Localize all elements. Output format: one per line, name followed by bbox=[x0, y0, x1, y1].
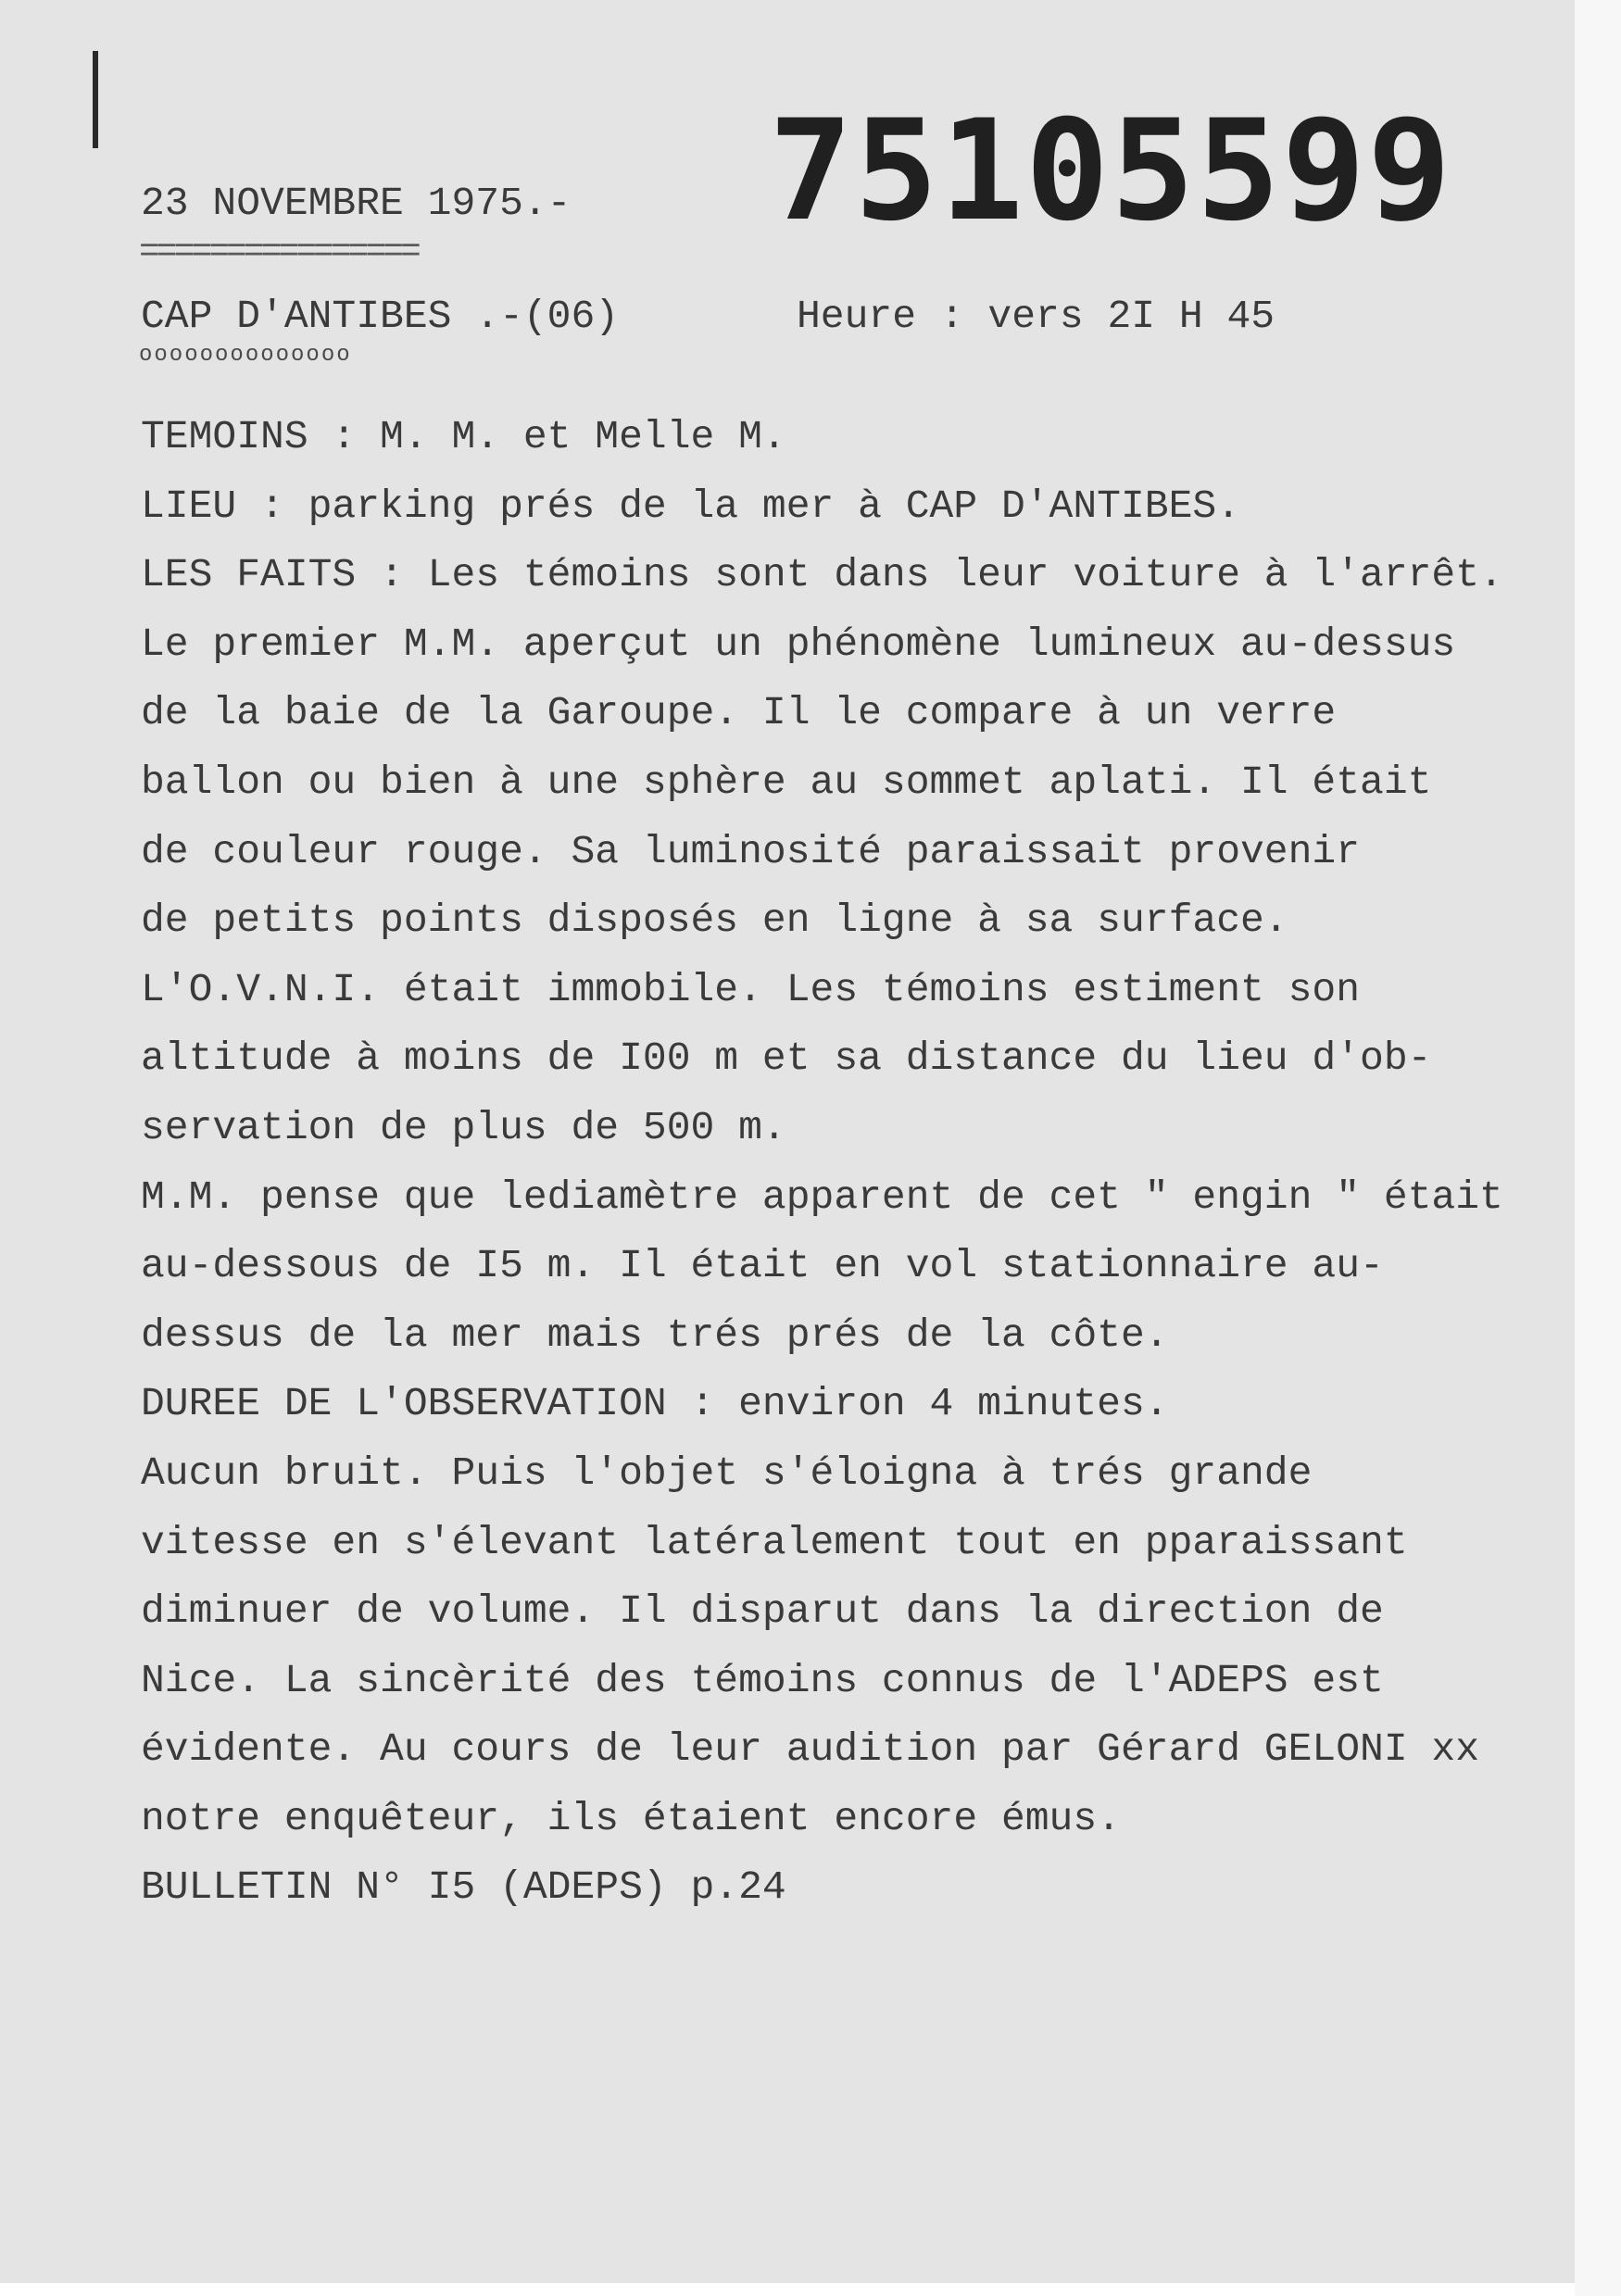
document-number: 75105599 bbox=[769, 91, 1453, 252]
body-line: notre enquêteur, ils étaient encore émus. bbox=[141, 1795, 1121, 1841]
report-time: Heure : vers 2I H 45 bbox=[797, 294, 1275, 339]
body-line: Nice. La sincèrité des témoins connus de l'ADEPS est bbox=[141, 1657, 1384, 1703]
report-date: 23 NOVEMBRE 1975.- bbox=[141, 181, 572, 226]
body-line: diminuer de volume. Il disparut dans la direction de bbox=[141, 1588, 1384, 1635]
binder-mark bbox=[93, 51, 98, 148]
body-line: de couleur rouge. Sa luminosité paraissait provenir bbox=[141, 828, 1361, 874]
body-line: Aucun bruit. Puis l'objet s'éloigna à trés grande bbox=[141, 1449, 1313, 1496]
body-line: M.M. pense que lediamètre apparent de cet " engin " était bbox=[141, 1173, 1503, 1220]
body-line: L'O.V.N.I. était immobile. Les témoins estiment son bbox=[141, 966, 1361, 1012]
body-line: de la baie de la Garoupe. Il le compare à un verre bbox=[141, 690, 1337, 736]
body-line: vitesse en s'élevant latéralement tout en pparaissant bbox=[141, 1519, 1408, 1565]
body-line: altitude à moins de I00 m et sa distance du lieu d'ob- bbox=[141, 1035, 1432, 1082]
report-place: CAP D'ANTIBES .-(06) bbox=[141, 294, 620, 339]
body-line: LES FAITS : Les témoins sont dans leur voiture à l'arrêt. bbox=[141, 552, 1503, 598]
place-underline: oooooooooooooo bbox=[139, 343, 352, 368]
date-underline: ================ bbox=[139, 232, 418, 272]
body-line: Le premier M.M. aperçut un phénomène lumineux au-dessus bbox=[141, 621, 1456, 667]
body-line: au-dessous de I5 m. Il était en vol stationnaire au- bbox=[141, 1243, 1384, 1289]
body-line: LIEU : parking prés de la mer à CAP D'ANTIBES. bbox=[141, 483, 1240, 529]
body-line: BULLETIN N° I5 (ADEPS) p.24 bbox=[141, 1864, 786, 1911]
report-body bbox=[141, 414, 1503, 1937]
body-line: de petits points disposés en ligne à sa surface. bbox=[141, 897, 1288, 944]
body-line: évidente. Au cours de leur audition par Gérard GELONI xx bbox=[141, 1726, 1480, 1773]
body-line: DUREE DE L'OBSERVATION : environ 4 minutes. bbox=[141, 1381, 1169, 1427]
body-line: dessus de la mer mais trés prés de la côte. bbox=[141, 1311, 1169, 1358]
body-line: ballon ou bien à une sphère au sommet aplati. Il était bbox=[141, 759, 1432, 805]
body-line: servation de plus de 500 m. bbox=[141, 1104, 786, 1150]
body-line: TEMOINS : M. M. et Melle M. bbox=[141, 414, 786, 459]
scan-edge bbox=[1575, 0, 1621, 2296]
